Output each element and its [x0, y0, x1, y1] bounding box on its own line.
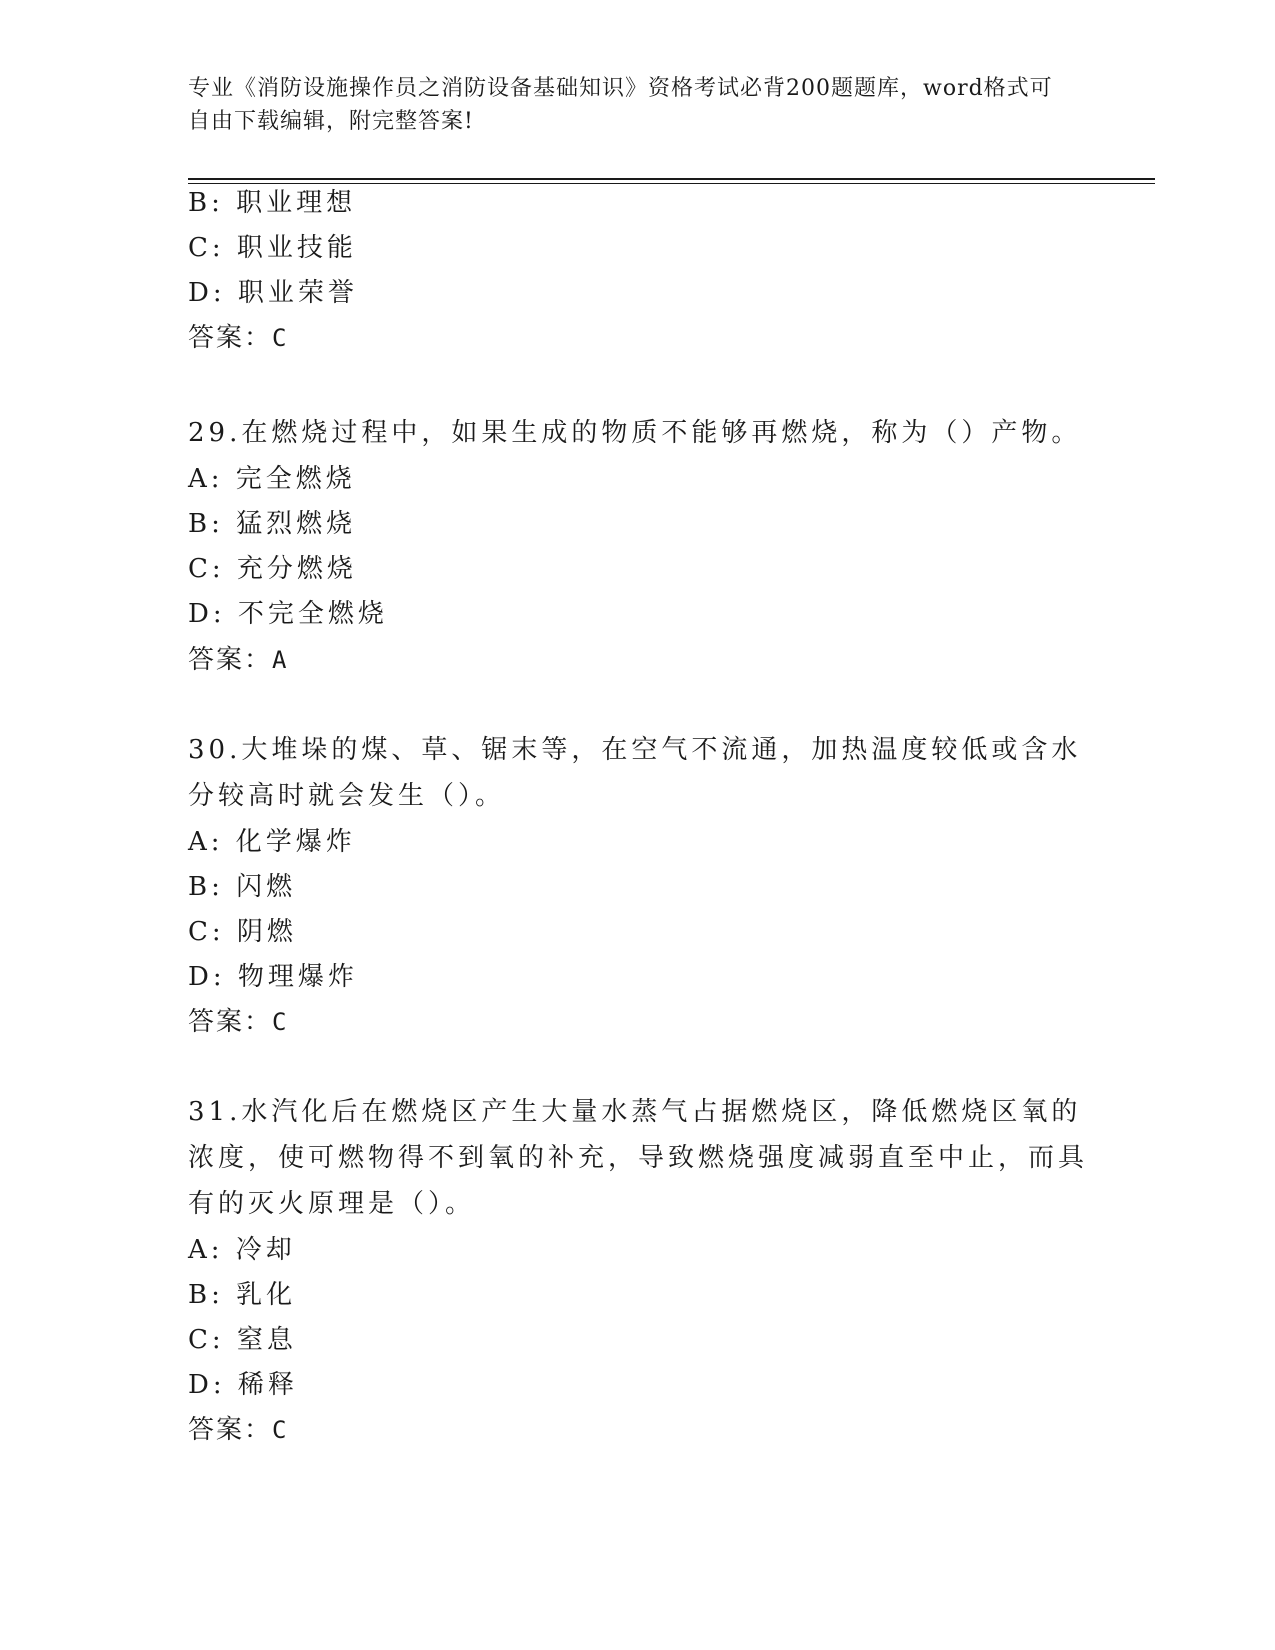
answer-value: C	[272, 1008, 289, 1036]
answer-label: 答案：	[188, 1415, 273, 1445]
q31-option-d: D: 稀释	[188, 1370, 298, 1400]
q29-option-b: B: 猛烈燃烧	[188, 509, 357, 539]
answer-value: A	[272, 646, 289, 674]
q31-question: 31.水汽化后在燃烧区产生大量水蒸气占据燃烧区，降低燃烧区氧的浓度，使可燃物得不到氧的补充，导致燃烧强度减弱直至中止，而具有的灭火原理是（）。	[188, 1097, 1089, 1219]
answer-label: 答案：	[188, 645, 273, 675]
header-divider	[188, 178, 1155, 180]
q30-option-a: A: 化学爆炸	[188, 827, 356, 857]
q28-option-d: D: 职业荣誉	[188, 278, 358, 308]
q31-option-a: A: 冷却	[188, 1235, 296, 1265]
q30-answer	[188, 1005, 288, 1039]
q29-answer	[188, 643, 288, 677]
q29-option-c: C: 充分燃烧	[188, 554, 357, 584]
q31-answer	[188, 1413, 288, 1447]
q31-option-b: B: 乳化	[188, 1280, 297, 1310]
q29-option-a: A: 完全燃烧	[188, 464, 356, 494]
q31-option-c: C: 窒息	[188, 1325, 297, 1355]
answer-label: 答案：	[188, 323, 273, 353]
q28-option-b: B: 职业理想	[188, 188, 357, 218]
q30-option-c: C: 阴燃	[188, 917, 297, 947]
q28-answer	[188, 321, 288, 355]
answer-value: C	[272, 1416, 289, 1444]
answer-label: 答案：	[188, 1007, 273, 1037]
q28-option-c: C: 职业技能	[188, 233, 357, 263]
q30-option-d: D: 物理爆炸	[188, 962, 358, 992]
header-divider-thin	[188, 183, 1155, 184]
q29-question: 29.在燃烧过程中，如果生成的物质不能够再燃烧，称为（）产物。	[188, 418, 1082, 448]
answer-value: C	[272, 324, 289, 352]
document-header: 专业《消防设施操作员之消防设备基础知识》资格考试必背200题题库，word格式可自由下载编辑，附完整答案!	[188, 76, 1053, 134]
q30-question: 30.大堆垛的煤、草、锯末等，在空气不流通，加热温度较低或含水分较高时就会发生（）。	[188, 735, 1082, 811]
q30-option-b: B: 闪燃	[188, 872, 297, 902]
q29-option-d: D: 不完全燃烧	[188, 599, 388, 629]
